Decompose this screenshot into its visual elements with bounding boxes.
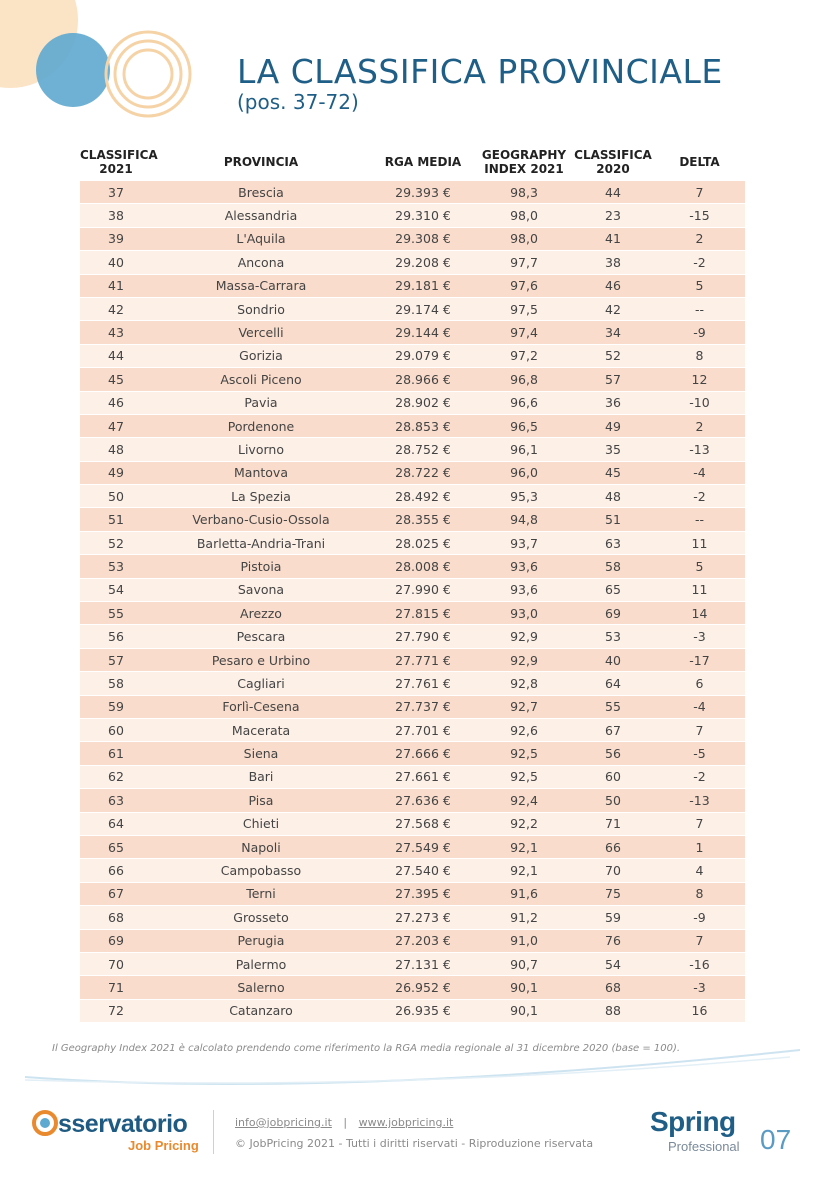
cell-geo-index: 91,2 [476,906,572,929]
cell-rank-2021: 43 [80,321,152,344]
cell-rga: 28.008 € [370,555,476,578]
cell-province: Barletta-Andria-Trani [152,531,370,554]
website-link[interactable]: www.jobpricing.it [358,1116,454,1129]
table-row [80,204,745,227]
cell-rank-2021: 70 [80,952,152,975]
cell-delta: 5 [654,555,745,578]
cell-geo-index: 92,7 [476,695,572,718]
cell-rank-2021: 40 [80,251,152,274]
cell-rank-2021: 72 [80,999,152,1022]
cell-rank-2021: 39 [80,227,152,250]
cell-delta: -2 [654,251,745,274]
cell-rank-2020: 59 [572,906,654,929]
cell-province: Pavia [152,391,370,414]
cell-delta: -5 [654,742,745,765]
cell-delta: 2 [654,414,745,437]
cell-geo-index: 93,7 [476,531,572,554]
cell-rank-2021: 54 [80,578,152,601]
cell-province: Brescia [152,181,370,204]
cell-rank-2021: 56 [80,625,152,648]
cell-rga: 26.935 € [370,999,476,1022]
cell-rank-2021: 71 [80,976,152,999]
cell-rank-2020: 38 [572,251,654,274]
cell-geo-index: 96,1 [476,438,572,461]
cell-delta: 12 [654,368,745,391]
cell-delta: 5 [654,274,745,297]
logo-subtitle: Job Pricing [128,1138,199,1153]
cell-rank-2020: 68 [572,976,654,999]
table-row [80,952,745,975]
observatory-logo-icon [32,1110,58,1136]
cell-rga: 27.568 € [370,812,476,835]
cell-rank-2021: 48 [80,438,152,461]
cell-rank-2021: 38 [80,204,152,227]
cell-rank-2020: 57 [572,368,654,391]
cell-province: Savona [152,578,370,601]
cell-province: Salerno [152,976,370,999]
cell-rga: 27.771 € [370,648,476,671]
cell-rga: 29.174 € [370,297,476,320]
cell-geo-index: 98,3 [476,181,572,204]
cell-rank-2021: 66 [80,859,152,882]
cell-rga: 29.310 € [370,204,476,227]
cell-geo-index: 94,8 [476,508,572,531]
cell-rank-2020: 49 [572,414,654,437]
table-row [80,625,745,648]
table-row [80,181,745,204]
table-row [80,414,745,437]
cell-rank-2021: 55 [80,602,152,625]
cell-rank-2021: 44 [80,344,152,367]
footnote: Il Geography Index 2021 è calcolato prendendo come riferimento la RGA media regionale al 31 dicembre 2020 (base = 100). [52,1043,681,1054]
cell-geo-index: 95,3 [476,485,572,508]
cell-province: Perugia [152,929,370,952]
table-row [80,578,745,601]
cell-province: Pistoia [152,555,370,578]
cell-province: Catanzaro [152,999,370,1022]
cell-geo-index: 92,4 [476,789,572,812]
table-row [80,765,745,788]
cell-geo-index: 97,7 [476,251,572,274]
cell-geo-index: 92,8 [476,672,572,695]
cell-delta: 11 [654,578,745,601]
cell-rga: 29.181 € [370,274,476,297]
cell-rga: 29.079 € [370,344,476,367]
cell-rga: 28.722 € [370,461,476,484]
cell-rank-2020: 42 [572,297,654,320]
column-header-classifica-2021: CLASSIFICA 2021 [80,148,158,176]
cell-province: Gorizia [152,344,370,367]
cell-rga: 27.761 € [370,672,476,695]
cell-province: Ancona [152,251,370,274]
cell-rga: 27.661 € [370,765,476,788]
cell-province: Bari [152,765,370,788]
table-row [80,695,745,718]
table-row [80,368,745,391]
table-row [80,438,745,461]
table-row [80,391,745,414]
cell-rank-2020: 53 [572,625,654,648]
table-row [80,789,745,812]
cell-geo-index: 92,1 [476,835,572,858]
cell-province: Siena [152,742,370,765]
copyright-text: © JobPricing 2021 - Tutti i diritti riservati - Riproduzione riservata [235,1137,594,1150]
column-header-classifica-2020: CLASSIFICA 2020 [574,148,652,176]
brand-subtitle: Professional [668,1139,740,1154]
cell-delta: 4 [654,859,745,882]
cell-delta: -- [654,508,745,531]
cell-delta: 1 [654,835,745,858]
cell-province: Sondrio [152,297,370,320]
cell-rank-2020: 36 [572,391,654,414]
cell-rank-2021: 63 [80,789,152,812]
cell-geo-index: 92,5 [476,742,572,765]
cell-rank-2021: 41 [80,274,152,297]
cell-rank-2020: 55 [572,695,654,718]
table-row [80,742,745,765]
cell-geo-index: 97,4 [476,321,572,344]
table-row [80,859,745,882]
cell-delta: -3 [654,976,745,999]
page-title: LA CLASSIFICA PROVINCIALE [237,52,723,91]
cell-province: La Spezia [152,485,370,508]
cell-province: Mantova [152,461,370,484]
cell-rga: 28.966 € [370,368,476,391]
cell-rank-2021: 59 [80,695,152,718]
cell-rank-2021: 68 [80,906,152,929]
cell-rank-2020: 45 [572,461,654,484]
table-row [80,648,745,671]
cell-rank-2020: 23 [572,204,654,227]
cell-rank-2020: 48 [572,485,654,508]
cell-province: Terni [152,882,370,905]
cell-geo-index: 90,7 [476,952,572,975]
cell-rank-2021: 51 [80,508,152,531]
cell-rank-2020: 75 [572,882,654,905]
cell-rank-2021: 64 [80,812,152,835]
cell-geo-index: 98,0 [476,227,572,250]
cell-rank-2020: 51 [572,508,654,531]
cell-rga: 28.853 € [370,414,476,437]
cell-delta: -- [654,297,745,320]
cell-rank-2020: 54 [572,952,654,975]
cell-delta: -15 [654,204,745,227]
cell-rank-2021: 37 [80,181,152,204]
cell-rank-2021: 42 [80,297,152,320]
cell-province: Massa-Carrara [152,274,370,297]
table-row [80,906,745,929]
cell-geo-index: 92,9 [476,648,572,671]
cell-delta: 14 [654,602,745,625]
footer-contacts [235,1116,453,1129]
cell-rga: 28.355 € [370,508,476,531]
cell-rga: 27.636 € [370,789,476,812]
cell-province: Pordenone [152,414,370,437]
cell-rank-2020: 52 [572,344,654,367]
cell-rank-2020: 63 [572,531,654,554]
cell-delta: 6 [654,672,745,695]
cell-geo-index: 97,6 [476,274,572,297]
cell-delta: -4 [654,461,745,484]
cell-rank-2020: 65 [572,578,654,601]
cell-rank-2020: 70 [572,859,654,882]
cell-geo-index: 96,5 [476,414,572,437]
cell-delta: -9 [654,321,745,344]
column-header-rga-media: RGA MEDIA [384,155,462,169]
table-row [80,672,745,695]
cell-rank-2021: 62 [80,765,152,788]
contact-separator: | [343,1116,348,1129]
cell-delta: 7 [654,929,745,952]
table-row [80,251,745,274]
cell-rga: 27.990 € [370,578,476,601]
cell-rank-2021: 46 [80,391,152,414]
cell-rank-2021: 67 [80,882,152,905]
cell-geo-index: 91,6 [476,882,572,905]
cell-rank-2020: 60 [572,765,654,788]
cell-rga: 27.666 € [370,742,476,765]
table-row [80,531,745,554]
table-row [80,882,745,905]
table-row [80,344,745,367]
cell-rank-2020: 44 [572,181,654,204]
cell-rank-2020: 46 [572,274,654,297]
table-row [80,602,745,625]
cell-rga: 27.273 € [370,906,476,929]
cell-geo-index: 90,1 [476,976,572,999]
cell-province: Pesaro e Urbino [152,648,370,671]
cell-rank-2021: 50 [80,485,152,508]
cell-geo-index: 91,0 [476,929,572,952]
cell-geo-index: 93,6 [476,555,572,578]
cell-rank-2021: 49 [80,461,152,484]
cell-rank-2021: 60 [80,718,152,741]
cell-geo-index: 92,6 [476,718,572,741]
cell-province: Arezzo [152,602,370,625]
cell-geo-index: 93,6 [476,578,572,601]
cell-rank-2020: 76 [572,929,654,952]
cell-province: Napoli [152,835,370,858]
cell-province: Campobasso [152,859,370,882]
cell-rga: 27.395 € [370,882,476,905]
cell-rga: 27.131 € [370,952,476,975]
table-row [80,485,745,508]
table-row [80,929,745,952]
cell-delta: 7 [654,181,745,204]
cell-rga: 29.308 € [370,227,476,250]
cell-delta: -17 [654,648,745,671]
cell-rga: 27.701 € [370,718,476,741]
column-header-delta: DELTA [679,155,720,169]
cell-rga: 29.393 € [370,181,476,204]
cell-delta: 2 [654,227,745,250]
cell-province: Grosseto [152,906,370,929]
cell-rank-2021: 47 [80,414,152,437]
cell-province: Macerata [152,718,370,741]
cell-rank-2020: 71 [572,812,654,835]
cell-delta: -16 [654,952,745,975]
cell-province: Verbano-Cusio-Ossola [152,508,370,531]
cell-rga: 27.549 € [370,835,476,858]
cell-geo-index: 96,8 [476,368,572,391]
cell-rga: 27.540 € [370,859,476,882]
cell-rank-2021: 53 [80,555,152,578]
cell-province: Alessandria [152,204,370,227]
cell-rga: 27.203 € [370,929,476,952]
cell-delta: 7 [654,718,745,741]
cell-province: Vercelli [152,321,370,344]
cell-delta: -2 [654,765,745,788]
table-row [80,461,745,484]
cell-rank-2020: 69 [572,602,654,625]
cell-delta: -9 [654,906,745,929]
cell-province: Chieti [152,812,370,835]
cell-rga: 28.752 € [370,438,476,461]
logo-title: sservatorio [58,1110,188,1138]
ranking-table [80,143,745,1023]
cell-rank-2020: 66 [572,835,654,858]
table-row [80,508,745,531]
cell-rank-2021: 61 [80,742,152,765]
cell-province: Pescara [152,625,370,648]
table-row [80,297,745,320]
table-header-row [80,143,745,181]
cell-province: Pisa [152,789,370,812]
cell-rank-2021: 65 [80,835,152,858]
cell-rga: 28.025 € [370,531,476,554]
cell-rank-2020: 88 [572,999,654,1022]
cell-rank-2020: 64 [572,672,654,695]
cell-province: Cagliari [152,672,370,695]
cell-rank-2021: 58 [80,672,152,695]
cell-rga: 28.902 € [370,391,476,414]
cell-rank-2020: 56 [572,742,654,765]
cell-geo-index: 96,6 [476,391,572,414]
cell-rga: 26.952 € [370,976,476,999]
cell-rga: 29.144 € [370,321,476,344]
table-row [80,718,745,741]
email-link[interactable]: info@jobpricing.it [235,1116,332,1129]
table-row [80,227,745,250]
cell-province: Palermo [152,952,370,975]
cell-rank-2020: 35 [572,438,654,461]
cell-rank-2021: 52 [80,531,152,554]
table-row [80,976,745,999]
table-row [80,274,745,297]
cell-rga: 27.790 € [370,625,476,648]
cell-rank-2020: 40 [572,648,654,671]
cell-rank-2020: 67 [572,718,654,741]
cell-geo-index: 92,1 [476,859,572,882]
cell-province: Ascoli Piceno [152,368,370,391]
cell-rga: 29.208 € [370,251,476,274]
cell-delta: -13 [654,789,745,812]
cell-geo-index: 92,9 [476,625,572,648]
cell-rga: 27.737 € [370,695,476,718]
table-row [80,835,745,858]
brand-logo: Spring [650,1106,736,1137]
page-subtitle: (pos. 37-72) [237,90,359,114]
column-header-geography-index: GEOGRAPHY INDEX 2021 [481,148,567,176]
cell-rank-2021: 45 [80,368,152,391]
cell-delta: -3 [654,625,745,648]
table-body [80,181,745,1023]
cell-province: Livorno [152,438,370,461]
table-row [80,555,745,578]
cell-delta: 16 [654,999,745,1022]
cell-geo-index: 97,2 [476,344,572,367]
cell-delta: 7 [654,812,745,835]
cell-province: Forlì-Cesena [152,695,370,718]
cell-rank-2020: 50 [572,789,654,812]
cell-delta: 8 [654,882,745,905]
header-decoration [0,0,200,130]
cell-delta: 11 [654,531,745,554]
cell-geo-index: 90,1 [476,999,572,1022]
cell-rank-2021: 69 [80,929,152,952]
cell-rank-2020: 58 [572,555,654,578]
page-number: 07 [760,1124,792,1155]
cell-delta: -4 [654,695,745,718]
cell-rga: 27.815 € [370,602,476,625]
table-row [80,999,745,1022]
cell-rank-2020: 34 [572,321,654,344]
cell-geo-index: 92,5 [476,765,572,788]
cell-geo-index: 93,0 [476,602,572,625]
cell-geo-index: 98,0 [476,204,572,227]
cell-rga: 28.492 € [370,485,476,508]
table-row [80,321,745,344]
cell-delta: 8 [654,344,745,367]
cell-province: L'Aquila [152,227,370,250]
cell-geo-index: 97,5 [476,297,572,320]
wave-divider [0,1045,828,1095]
column-header-provincia: PROVINCIA [223,155,299,169]
cell-geo-index: 96,0 [476,461,572,484]
cell-rank-2021: 57 [80,648,152,671]
cell-delta: -2 [654,485,745,508]
table-row [80,812,745,835]
cell-geo-index: 92,2 [476,812,572,835]
cell-delta: -10 [654,391,745,414]
cell-delta: -13 [654,438,745,461]
footer-divider [213,1110,214,1154]
cell-rank-2020: 41 [572,227,654,250]
